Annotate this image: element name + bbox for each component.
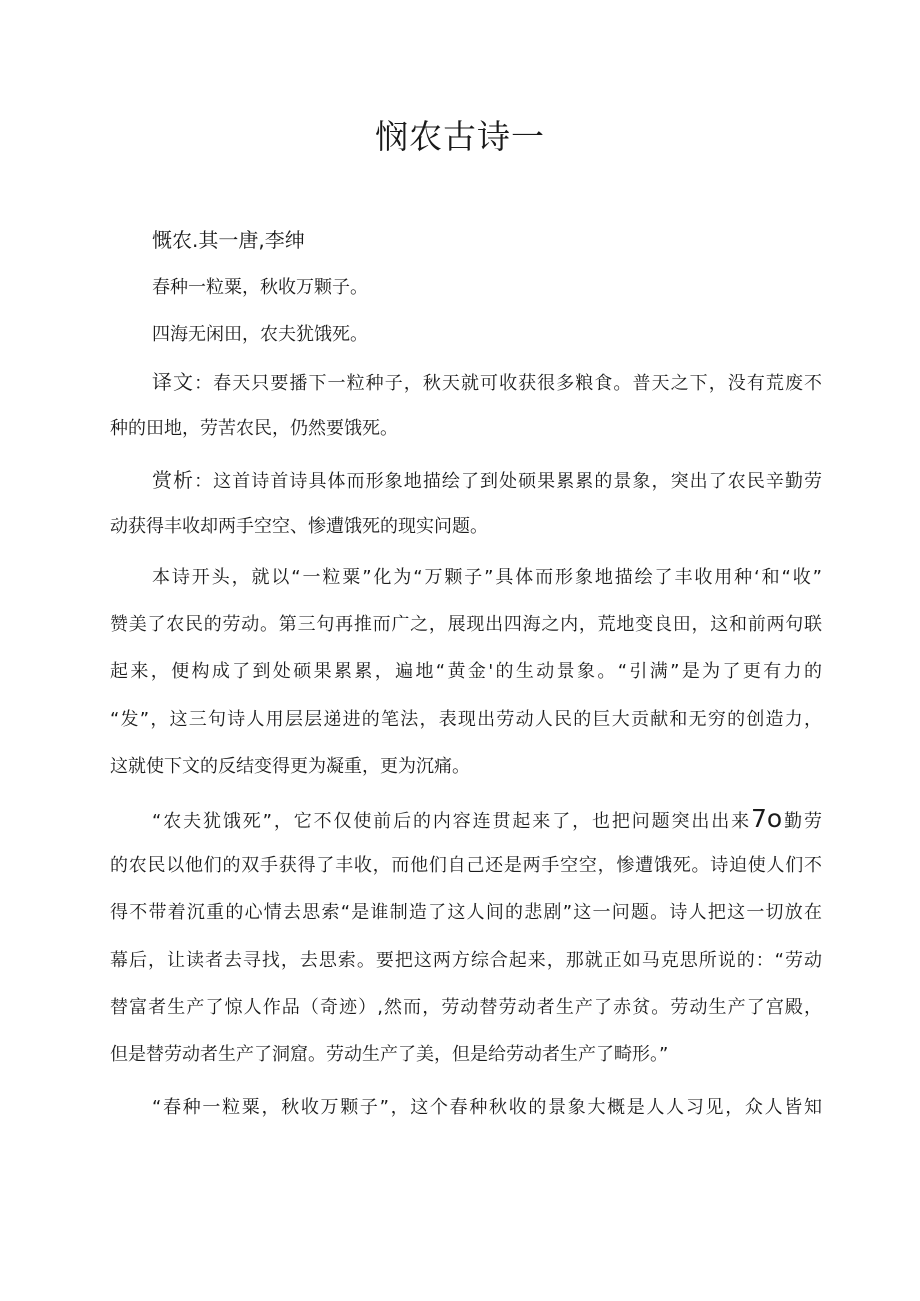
paragraph-line: 幕后，让读者去寻找，去思索。要把这两方综合起来，那就正如马克思所说的：“劳动	[110, 949, 822, 971]
stray-number: 7o	[751, 804, 783, 833]
appreciation-text-1: ：这首诗首诗具体而形象地描绘了到处硕果累累的景象，突出了农民辛勤劳	[194, 471, 823, 492]
appreciation-paragraph	[110, 465, 822, 559]
poem-heading: 慨农.其一唐,李绅	[152, 228, 305, 252]
page-title: 悯农古诗一	[375, 117, 545, 156]
translation-paragraph	[110, 367, 822, 461]
poem-line-2: 四海无闲田，农夫犹饿死。	[152, 324, 368, 345]
paragraph-line: 本诗开头，就以“一粒粟”化为“万颗子”具体而形象地描绘了丰收用种‘和“收”	[152, 567, 822, 588]
translation-text-1: ：春天只要播下一粒种子，秋天就可收获很多粮食。普天之下，没有荒废不	[194, 373, 823, 394]
poem-line-1: 春种一粒粟，秋收万颗子。	[152, 277, 368, 298]
paragraph-line: 这就使下文的反结变得更为凝重，更为沉痛。	[110, 755, 470, 777]
translation-line-2: 种的田地，劳苦农民，仍然要饿死。	[110, 418, 398, 440]
appreciation-line-1	[110, 465, 822, 495]
paragraph-line: 但是替劳动者生产了洞窟。劳动生产了美，但是给劳动者生产了畸形。”	[110, 1043, 669, 1065]
paragraph-line: 赞美了农民的劳动。第三句再推而广之，展现出四海之内，荒地变良田，这和前两句联	[110, 614, 822, 636]
analysis-paragraph-2	[110, 804, 822, 1087]
paragraph-line: 起来，便构成了到处硕果累累，遍地“黄金'的生动景象。“引满”是为了更有力的	[110, 661, 822, 683]
paragraph-line: “发”，这三句诗人用层层递进的笔法，表现出劳动人民的巨大贡献和无穷的创造力，	[110, 708, 822, 730]
paragraph-line: 替富者生产了惊人作品（奇迹）,然而，劳动替劳动者生产了赤贫。劳动生产了宫殿，	[110, 996, 822, 1018]
appreciation-line-2: 动获得丰收却两手空空、惨遭饿死的现实问题。	[110, 516, 488, 538]
paragraph-line: 的农民以他们的双手获得了丰收，而他们自己还是两手空空，惨遭饿死。诗迫使人们不	[110, 855, 822, 877]
paragraph-line: “春种一粒粟，秋收万颗子”，这个春种秋收的景象大概是人人习见，众人皆知	[152, 1097, 822, 1118]
analysis-paragraph-1	[110, 563, 822, 799]
paragraph-line	[110, 804, 822, 834]
translation-label: 译文	[152, 370, 195, 394]
paragraph-text: “农夫犹饿死”，它不仅使前后的内容连贯起来了，也把问题突出出来	[152, 811, 752, 832]
paragraph-line: 得不带着沉重的心情去思索“是谁制造了这人间的悲剧”这一问题。诗人把这一切放在	[110, 902, 822, 924]
analysis-paragraph-3	[110, 1093, 822, 1140]
paragraph-text: 勤劳	[782, 811, 823, 832]
translation-line-1	[110, 367, 822, 397]
appreciation-label: 赏析	[152, 468, 195, 492]
